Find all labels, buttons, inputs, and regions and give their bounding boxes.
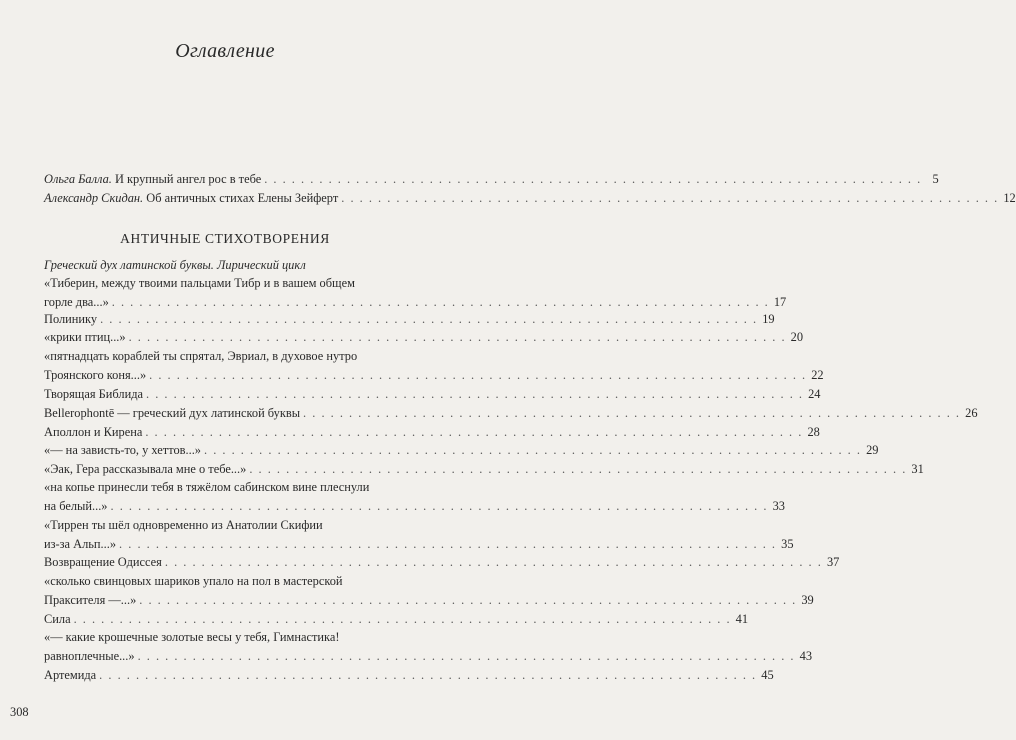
toc-entry-text: «— на зависть-то, у хеттов...» [44,443,201,457]
page-title: Оглавление [175,40,275,62]
toc-entry-page: 33 [772,499,785,513]
toc-entry-text: Сила [44,612,71,626]
dot-leader: . . . . . . . . . . . . . . . . . . . . . . . . . . . . . . . . . . . . . . . . . . . . . . . . . . . . . . . . . . . . . . . . . . . . . . . . [99,668,757,682]
toc-entry-line [44,310,775,329]
dot-leader: . . . . . . . . . . . . . . . . . . . . . . . . . . . . . . . . . . . . . . . . . . . . . . . . . . . . . . . . . . . . . . . . . . . . . . . . [139,593,797,607]
toc-entry-line [44,460,924,479]
dot-leader: . . . . . . . . . . . . . . . . . . . . . . . . . . . . . . . . . . . . . . . . . . . . . . . . . . . . . . . . . . . . . . . . . . . . . . . . [111,295,770,309]
toc-entry-text: Творящая Библида [44,387,144,401]
toc-entry-text: Bellerophontē — греческий дух латинской буквы [44,406,301,420]
toc-entry-text: «Эак, Гера рассказывала мне о тебе...» [44,462,247,476]
dot-leader: . . . . . . . . . . . . . . . . . . . . . . . . . . . . . . . . . . . . . . . . . . . . . . . . . . . . . . . . . . . . . . . . . . . . . . . . [146,387,804,401]
toc-entry-title: И крупный ангел рос в тебе [111,172,262,186]
toc-entry-text: Артемида [44,668,97,682]
dot-leader: . . . . . . . . . . . . . . . . . . . . . . . . . . . . . . . . . . . . . . . . . . . . . . . . . . . . . . . . . . . . . . . . . . . . . . . . [149,368,807,382]
toc-entry-text [44,189,338,208]
toc-entry [44,478,785,516]
toc-entry [44,628,813,666]
toc-entry-page: 24 [808,387,821,401]
toc-entry [44,460,924,479]
dot-leader: . . . . . . . . . . . . . . . . . . . . . . . . . . . . . . . . . . . . . . . . . . . . . . . . . . . . . . . . . . . . . . . . . . . . . . . . [249,462,907,476]
toc-entry-line [44,189,1016,208]
toc-entry-page: 12 [1003,191,1016,205]
toc-entry-line: «Тиберин, между твоими пальцами Тибр и в вашем общем [44,276,355,290]
toc-entry [44,274,787,312]
toc-entry-text: равноплечные...» [44,649,135,663]
toc-entry-page: 43 [799,649,813,663]
toc-entry-line: «сколько свинцовых шариков упало на пол в мастерской [44,574,343,588]
toc-entry [44,516,794,554]
toc-entry-text: Аполлон и Кирена [44,425,143,439]
dot-leader: . . . . . . . . . . . . . . . . . . . . . . . . . . . . . . . . . . . . . . . . . . . . . . . . . . . . . . . . . . . . . . . . . . . . . . . . [110,499,768,513]
dot-leader: . . . . . . . . . . . . . . . . . . . . . . . . . . . . . . . . . . . . . . . . . . . . . . . . . . . . . . . . . . . . . . . . . . . . . . . . [303,406,961,420]
toc-entry-page: 22 [811,368,824,382]
toc-entry-text: Возвращение Одиссея [44,555,162,569]
toc-entry-line: «на копье принесли тебя в тяжёлом сабинском вине плеснули [44,480,370,494]
toc-entry-line [44,328,804,347]
toc-entry-line [44,535,794,554]
toc-entry-page: 35 [781,537,794,551]
toc-entry [44,441,879,460]
cycle-title: Греческий дух латинской буквы. Лирический цикл [44,258,306,272]
toc-entry-line [44,366,824,385]
toc-entry-page: 45 [761,668,774,682]
dot-leader: . . . . . . . . . . . . . . . . . . . . . . . . . . . . . . . . . . . . . . . . . . . . . . . . . . . . . . . . . . . . . . . . . . . . . . . . [73,612,732,626]
toc-entry [44,347,824,385]
toc-entry [44,170,939,189]
dot-leader: . . . . . . . . . . . . . . . . . . . . . . . . . . . . . . . . . . . . . . . . . . . . . . . . . . . . . . . . . . . . . . . . . . . . . . . . [137,649,796,663]
toc-entry-page: 20 [790,330,804,344]
toc-entry-line [44,647,813,666]
dot-leader: . . . . . . . . . . . . . . . . . . . . . . . . . . . . . . . . . . . . . . . . . . . . . . . . . . . . . . . . . . . . . . . . . . . . . . . . [119,537,777,551]
toc-entry [44,385,821,404]
toc-entry [44,572,814,610]
toc-entry-page: 5 [932,172,939,186]
toc-entry-page: 39 [801,593,814,607]
dot-leader: . . . . . . . . . . . . . . . . . . . . . . . . . . . . . . . . . . . . . . . . . . . . . . . . . . . . . . . . . . . . . . . . . . . . . . . . [164,555,823,569]
toc-entry-page: 31 [911,462,924,476]
toc-entry-line [44,170,939,189]
section-title: АНТИЧНЫЕ СТИХОТВОРЕНИЯ [120,231,330,246]
toc-entry-line [44,441,879,460]
toc-entry-text: из-за Альп...» [44,537,117,551]
toc-entry-line [44,591,814,610]
dot-leader: . . . . . . . . . . . . . . . . . . . . . . . . . . . . . . . . . . . . . . . . . . . . . . . . . . . . . . . . . . . . . . . . . . . . . . . . [264,172,922,186]
toc-entry-page: 26 [965,406,978,420]
toc-entry [44,310,775,329]
toc-entry-line: «Тиррен ты шёл одновременно из Анатолии Скифии [44,518,323,532]
toc-entry-text: Троянского коня...» [44,368,147,382]
toc-entry [44,423,820,442]
toc-entry-text: Праксителя —...» [44,593,137,607]
toc-entry-text: горле два...» [44,295,109,309]
toc-entry-page: 29 [866,443,879,457]
dot-leader: . . . . . . . . . . . . . . . . . . . . . . . . . . . . . . . . . . . . . . . . . . . . . . . . . . . . . . . . . . . . . . . . . . . . . . . . [204,443,862,457]
page-number: 308 [10,705,29,719]
dot-leader: . . . . . . . . . . . . . . . . . . . . . . . . . . . . . . . . . . . . . . . . . . . . . . . . . . . . . . . . . . . . . . . . . . . . . . . . [100,312,758,326]
toc-entry-line [44,404,978,423]
toc-entry-line [44,385,821,404]
toc-entry-line [44,497,785,516]
toc-entry [44,328,804,347]
toc-entry [44,610,749,629]
toc-entry-text: Полинику [44,312,98,326]
toc-entry-text [44,170,261,189]
toc-entry-page: 37 [826,555,840,569]
toc-entry [44,666,774,685]
toc-entry-line [44,553,840,572]
toc-entry [44,189,1016,208]
toc-entry [44,404,978,423]
toc-entry-page: 41 [735,612,749,626]
toc-entry-line: «пятнадцать кораблей ты спрятал, Эвриал, в духовое нутро [44,349,358,363]
toc-entry [44,553,840,572]
toc-entry-text: «крики птиц...» [44,330,126,344]
toc-entry-title: Об античных стихах Елены Зейферт [143,191,339,205]
toc-entry-line [44,666,774,685]
toc-entry-line [44,610,749,629]
dot-leader: . . . . . . . . . . . . . . . . . . . . . . . . . . . . . . . . . . . . . . . . . . . . . . . . . . . . . . . . . . . . . . . . . . . . . . . . [341,191,999,205]
toc-entry-page: 19 [762,312,775,326]
dot-leader: . . . . . . . . . . . . . . . . . . . . . . . . . . . . . . . . . . . . . . . . . . . . . . . . . . . . . . . . . . . . . . . . . . . . . . . . [145,425,803,439]
dot-leader: . . . . . . . . . . . . . . . . . . . . . . . . . . . . . . . . . . . . . . . . . . . . . . . . . . . . . . . . . . . . . . . . . . . . . . . . [128,330,787,344]
toc-entry-line: «— какие крошечные золотые весы у тебя, Гимнастика! [44,630,340,644]
toc-entry-page: 28 [807,425,820,439]
toc-entry-text: на белый...» [44,499,108,513]
toc-entry-author: Александр Скидан. [44,191,144,205]
toc-entry-page: 17 [773,295,787,309]
toc-entry-line [44,423,820,442]
toc-entry-author: Ольга Балла. [44,172,112,186]
